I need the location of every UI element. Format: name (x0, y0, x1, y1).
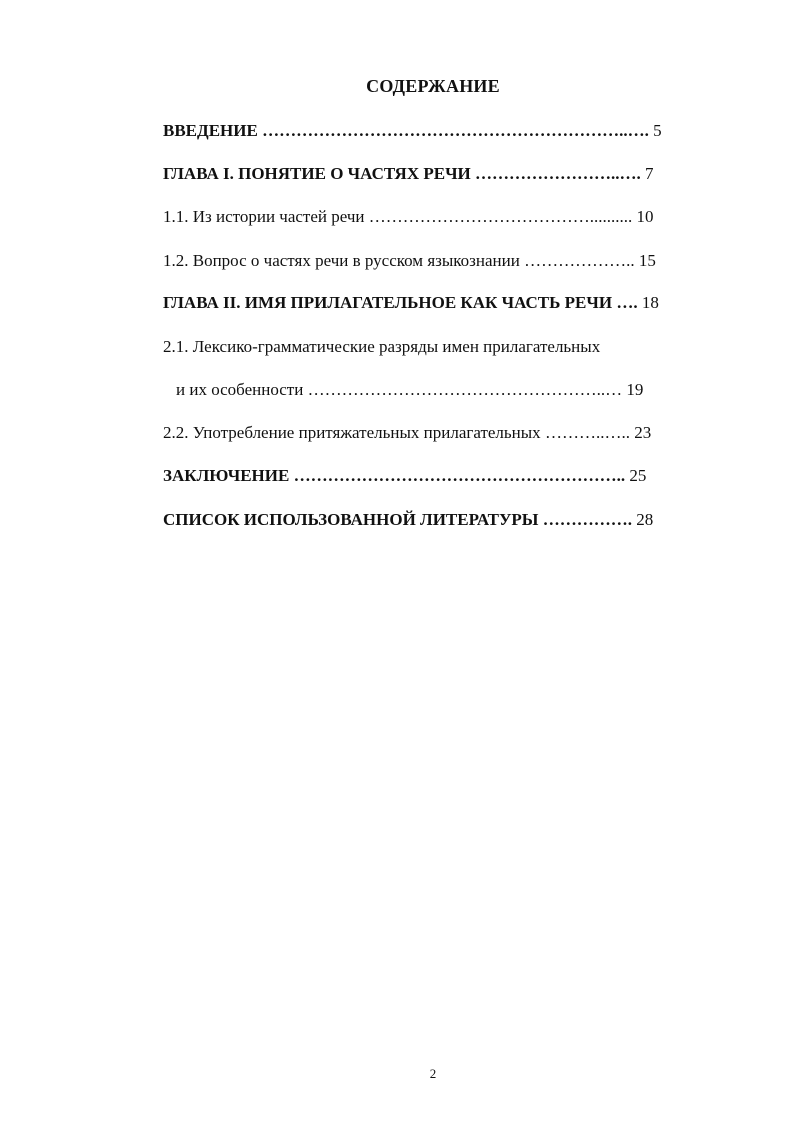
toc-entry-section-2-2 (163, 422, 651, 444)
toc-entry-introduction (163, 120, 662, 142)
toc-entry-bibliography (163, 509, 653, 531)
toc-page-number: 25 (629, 466, 647, 485)
toc-entry-label: и их особенности (176, 380, 304, 399)
toc-page-number: 15 (638, 251, 656, 270)
toc-entry-chapter-2 (163, 292, 659, 314)
toc-page-number: 18 (641, 293, 659, 312)
page-number: 2 (429, 1066, 437, 1081)
page-title: СОДЕРЖАНИЕ (366, 76, 500, 96)
toc-entry-chapter-1 (163, 163, 654, 185)
toc-leader-dots: ……………….. (519, 251, 639, 270)
toc-entry-conclusion (163, 465, 646, 487)
toc-page-number: 23 (634, 423, 652, 442)
toc-page-number: 28 (636, 510, 654, 529)
toc-entry-label: 2.2. Употребление притяжательных прилагательных (163, 423, 541, 442)
toc-entry-label: ВВЕДЕНИЕ (163, 121, 258, 140)
toc-page-number: 19 (626, 380, 644, 399)
toc-entry-label: 1.1. Из истории частей речи (163, 207, 365, 226)
toc-leader-dots: ……………. (538, 510, 637, 529)
toc-entry-label: 2.1. Лексико-грамматические разряды имен прилагательных (163, 337, 601, 356)
toc-entry-label: 1.2. Вопрос о частях речи в русском языкознании (163, 251, 520, 270)
toc-entry-section-2-1-continued (176, 379, 643, 401)
toc-page-number: 5 (653, 121, 662, 140)
toc-leader-dots: ………………………………….......... (364, 207, 637, 226)
toc-page-number: 10 (636, 207, 654, 226)
toc-entry-label: СПИСОК ИСПОЛЬЗОВАННОЙ ЛИТЕРАТУРЫ (163, 510, 539, 529)
toc-leader-dots: ………………………………………………….. (289, 466, 630, 485)
toc-entry-label: ГЛАВА I. ПОНЯТИЕ О ЧАСТЯХ РЕЧИ (163, 164, 471, 183)
toc-entry-section-1-2 (163, 250, 656, 272)
toc-leader-dots: ……………………..…. (470, 164, 646, 183)
toc-page-number: 7 (645, 164, 654, 183)
toc-entry-label: ЗАКЛЮЧЕНИЕ (163, 466, 290, 485)
toc-leader-dots: ……………………………………………..… (303, 380, 627, 399)
toc-leader-dots: ………..….. (540, 423, 635, 442)
toc-entry-label: ГЛАВА II. ИМЯ ПРИЛАГАТЕЛЬНОЕ КАК ЧАСТЬ РЕЧИ (163, 293, 613, 312)
toc-leader-dots: …. (612, 293, 642, 312)
toc-leader-dots: ………………………………………………………..…. (257, 121, 654, 140)
toc-entry-section-1-1 (163, 206, 654, 228)
toc-entry-section-2-1 (163, 336, 600, 358)
